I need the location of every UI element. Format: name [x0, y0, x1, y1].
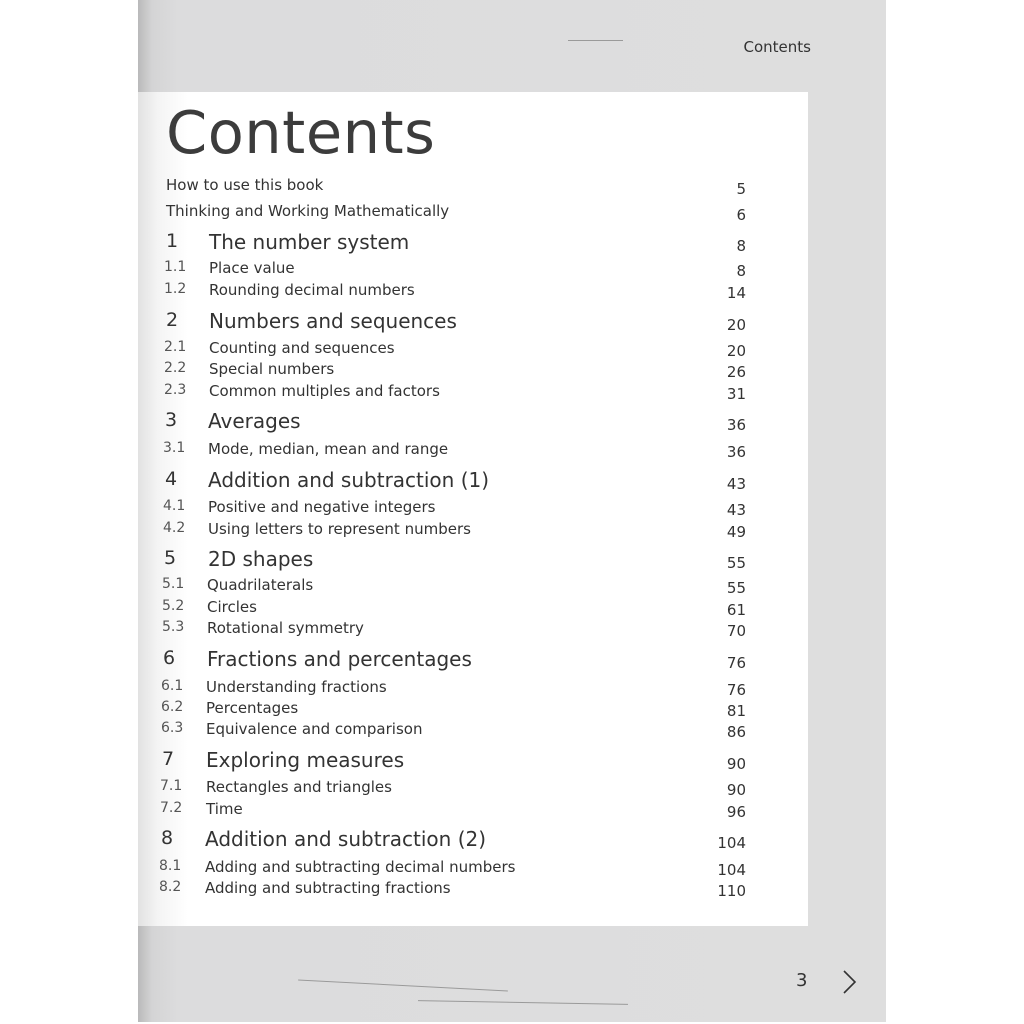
section-number: 6.2 — [161, 699, 184, 715]
section-number: 5.3 — [162, 619, 185, 635]
section-title: Rectangles and triangles — [206, 778, 392, 796]
chapter-page-number: 90 — [726, 755, 746, 773]
section-page-number: 81 — [726, 702, 746, 720]
section-number: 6.3 — [161, 720, 184, 736]
section-number: 5.1 — [162, 576, 185, 592]
section-page-number: 70 — [726, 622, 746, 640]
section-page-number: 90 — [726, 781, 746, 799]
chapter-title: Exploring measures — [206, 748, 405, 772]
chapter-page-number: 20 — [726, 316, 746, 334]
scan-mark — [568, 40, 623, 41]
chapter-page-number: 36 — [726, 416, 746, 434]
section-number: 3.1 — [163, 440, 186, 456]
section-number: 7.1 — [160, 778, 183, 794]
entry-title: Thinking and Working Mathematically — [166, 202, 450, 220]
chapter-number: 2 — [166, 309, 179, 331]
chapter-title: Numbers and sequences — [209, 309, 457, 333]
chapter-number: 1 — [166, 230, 179, 252]
chapter-number: 7 — [162, 748, 175, 770]
chapter-number: 4 — [165, 468, 178, 490]
running-head: Contents — [743, 38, 811, 56]
scan-mark — [298, 980, 508, 992]
section-title: Place value — [209, 259, 295, 277]
chapter-title: Addition and subtraction (1) — [208, 468, 490, 492]
section-title: Quadrilaterals — [207, 576, 314, 594]
chapter-title: 2D shapes — [208, 547, 314, 571]
section-title: Adding and subtracting fractions — [205, 879, 451, 897]
section-number: 8.1 — [159, 858, 182, 874]
chapter-number: 8 — [161, 827, 174, 849]
section-page-number: 31 — [726, 385, 746, 403]
chapter-page-number: 43 — [726, 475, 746, 493]
section-number: 4.2 — [163, 520, 186, 536]
chapter-page-number: 55 — [726, 554, 746, 572]
section-number: 2.3 — [164, 382, 187, 398]
section-number: 2.1 — [164, 339, 187, 355]
section-page-number: 14 — [726, 284, 746, 302]
contents-panel — [138, 92, 808, 926]
section-number: 2.2 — [164, 360, 187, 376]
section-page-number: 49 — [726, 523, 746, 541]
chapter-page-number: 76 — [726, 654, 746, 672]
scan-mark — [418, 1000, 628, 1005]
section-title: Adding and subtracting decimal numbers — [205, 858, 516, 876]
section-page-number: 86 — [726, 723, 746, 741]
chapter-title: Addition and subtraction (2) — [205, 827, 487, 851]
section-number: 6.1 — [161, 678, 184, 694]
section-page-number: 8 — [736, 262, 746, 280]
section-title: Common multiples and factors — [209, 382, 440, 400]
chevron-right-icon — [838, 968, 862, 996]
section-title: Counting and sequences — [209, 339, 395, 357]
section-page-number: 96 — [726, 803, 746, 821]
section-page-number: 43 — [726, 501, 746, 519]
section-page-number: 104 — [717, 861, 746, 879]
section-title: Rotational symmetry — [207, 619, 364, 637]
section-title: Circles — [207, 598, 257, 616]
section-title: Time — [206, 800, 243, 818]
section-page-number: 55 — [726, 579, 746, 597]
section-number: 1.2 — [164, 281, 187, 297]
section-title: Mode, median, mean and range — [208, 440, 449, 458]
section-number: 1.1 — [164, 259, 187, 275]
chapter-number: 5 — [164, 547, 177, 569]
section-number: 7.2 — [160, 800, 183, 816]
section-title: Percentages — [206, 699, 299, 717]
section-title: Using letters to represent numbers — [208, 520, 471, 538]
section-title: Special numbers — [209, 360, 335, 378]
section-number: 4.1 — [163, 498, 186, 514]
section-title: Positive and negative integers — [208, 498, 436, 516]
section-number: 8.2 — [159, 879, 182, 895]
chapter-title: The number system — [209, 230, 410, 254]
section-page-number: 76 — [726, 681, 746, 699]
chapter-number: 3 — [165, 409, 178, 431]
section-page-number: 26 — [726, 363, 746, 381]
section-page-number: 61 — [726, 601, 746, 619]
section-title: Rounding decimal numbers — [209, 281, 415, 299]
section-page-number: 20 — [726, 342, 746, 360]
section-number: 5.2 — [162, 598, 185, 614]
book-page — [138, 0, 886, 1022]
page-number: 3 — [796, 970, 808, 991]
chapter-page-number: 8 — [736, 237, 746, 255]
entry-page-number: 5 — [736, 180, 746, 198]
entry-title: How to use this book — [166, 176, 324, 194]
page-title: Contents — [166, 98, 436, 167]
section-title: Equivalence and comparison — [206, 720, 423, 738]
entry-page-number: 6 — [736, 206, 746, 224]
section-page-number: 36 — [726, 443, 746, 461]
section-title: Understanding fractions — [206, 678, 387, 696]
chapter-number: 6 — [163, 647, 176, 669]
chapter-title: Averages — [208, 409, 301, 433]
section-page-number: 110 — [717, 882, 746, 900]
chapter-page-number: 104 — [717, 834, 746, 852]
chapter-title: Fractions and percentages — [207, 647, 472, 671]
